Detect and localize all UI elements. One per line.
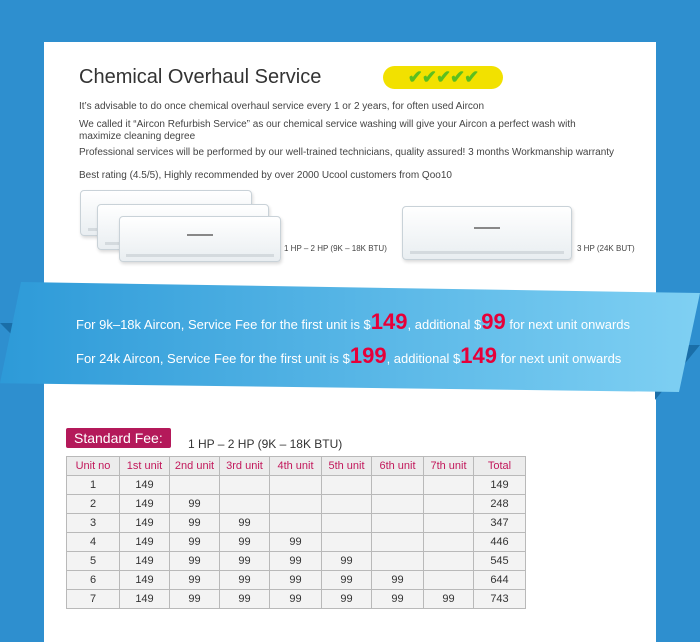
table-cell: 248 [474, 495, 526, 514]
price-line-9k-18k [76, 309, 630, 335]
table-cell: 1 [67, 476, 120, 495]
table-cell: 99 [372, 571, 424, 590]
table-cell [424, 571, 474, 590]
table-cell [270, 476, 322, 495]
table-cell [270, 495, 322, 514]
table-cell: 99 [170, 514, 220, 533]
additional-unit-price: 149 [460, 343, 498, 368]
column-header: Total [474, 457, 526, 476]
price-text: For 24k Aircon, Service Fee for the first unit is $ [76, 351, 350, 366]
table-cell [322, 533, 372, 552]
table-cell [322, 476, 372, 495]
table-cell: 149 [120, 495, 170, 514]
table-cell [424, 495, 474, 514]
price-text: for next unit onwards [497, 351, 622, 366]
table-cell: 644 [474, 571, 526, 590]
table-cell [220, 495, 270, 514]
paragraph-refurbish: We called it “Aircon Refurbish Service” as our chemical service washing will give your Aircon a perfect wash with maximize cleaning degree [79, 119, 576, 142]
table-cell: 545 [474, 552, 526, 571]
table-cell [424, 552, 474, 571]
table-cell: 743 [474, 590, 526, 609]
table-cell: 99 [170, 495, 220, 514]
table-cell: 99 [322, 590, 372, 609]
price-text: for next unit onwards [505, 317, 631, 332]
table-cell: 99 [424, 590, 474, 609]
table-cell: 99 [220, 533, 270, 552]
table-cell: 99 [170, 533, 220, 552]
column-header: 1st unit [120, 457, 170, 476]
column-header: Unit no [67, 457, 120, 476]
table-cell [372, 533, 424, 552]
table-cell: 149 [120, 533, 170, 552]
table-cell: 446 [474, 533, 526, 552]
table-cell [322, 514, 372, 533]
table-row [67, 495, 526, 514]
table-cell: 99 [270, 533, 322, 552]
table-cell: 149 [120, 590, 170, 609]
table-cell [372, 552, 424, 571]
table-cell: 99 [372, 590, 424, 609]
column-header: 2nd unit [170, 457, 220, 476]
table-row [67, 590, 526, 609]
table-cell: 2 [67, 495, 120, 514]
small-aircon-caption: 1 HP – 2 HP (9K – 18K BTU) [284, 244, 387, 253]
fee-table [66, 456, 526, 609]
standard-fee-label: Standard Fee: [66, 428, 171, 448]
table-cell: 99 [270, 571, 322, 590]
table-row [67, 552, 526, 571]
table-cell: 149 [120, 552, 170, 571]
additional-unit-price: 99 [481, 309, 506, 334]
price-text: For 9k–18k Aircon, Service Fee for the first unit is $ [76, 317, 371, 332]
table-cell: 99 [220, 571, 270, 590]
table-cell: 5 [67, 552, 120, 571]
table-cell [372, 476, 424, 495]
table-cell [220, 476, 270, 495]
aircon-unit-image [119, 216, 281, 262]
rating-checks-badge: ✔✔✔✔✔ [383, 66, 503, 89]
table-cell: 99 [170, 571, 220, 590]
table-cell: 99 [220, 514, 270, 533]
table-cell [424, 514, 474, 533]
table-cell [424, 533, 474, 552]
table-cell: 99 [322, 571, 372, 590]
price-text: , additional $ [407, 317, 482, 332]
table-cell: 347 [474, 514, 526, 533]
table-row [67, 533, 526, 552]
paragraph-rating: Best rating (4.5/5), Highly recommended by over 2000 Ucool customers from Qoo10 [79, 170, 452, 181]
table-cell: 7 [67, 590, 120, 609]
table-cell [424, 476, 474, 495]
table-cell: 149 [120, 514, 170, 533]
column-header: 5th unit [322, 457, 372, 476]
table-cell: 99 [270, 590, 322, 609]
first-unit-price: 199 [349, 343, 387, 368]
large-aircon-caption: 3 HP (24K BUT) [577, 244, 635, 253]
price-line-24k [76, 343, 621, 369]
table-cell [372, 514, 424, 533]
paragraph-frequency: It’s advisable to do once chemical overhaul service every 1 or 2 years, for often used Aircon [79, 101, 485, 112]
table-cell: 99 [220, 552, 270, 571]
table-cell: 149 [474, 476, 526, 495]
table-cell: 99 [170, 552, 220, 571]
column-header: 3rd unit [220, 457, 270, 476]
table-cell [372, 495, 424, 514]
column-header: 6th unit [372, 457, 424, 476]
standard-fee-subtitle: 1 HP – 2 HP (9K – 18K BTU) [188, 437, 343, 451]
page-title: Chemical Overhaul Service [79, 66, 322, 88]
table-cell: 149 [120, 476, 170, 495]
table-row [67, 514, 526, 533]
table-cell: 3 [67, 514, 120, 533]
first-unit-price: 149 [370, 309, 408, 334]
table-cell: 99 [270, 552, 322, 571]
table-cell [270, 514, 322, 533]
table-cell: 99 [220, 590, 270, 609]
price-banner [0, 282, 700, 392]
table-cell: 6 [67, 571, 120, 590]
large-aircon-image [402, 206, 572, 260]
table-header-row [67, 457, 526, 476]
column-header: 7th unit [424, 457, 474, 476]
price-text: , additional $ [386, 351, 461, 366]
column-header: 4th unit [270, 457, 322, 476]
paragraph-technicians: Professional services will be performed by our well-trained technicians, quality assured! 3 months Workmanship warranty [79, 147, 615, 158]
table-row [67, 476, 526, 495]
table-cell: 4 [67, 533, 120, 552]
table-cell: 99 [170, 590, 220, 609]
table-row [67, 571, 526, 590]
table-cell [322, 495, 372, 514]
table-cell: 99 [322, 552, 372, 571]
table-cell [170, 476, 220, 495]
table-cell: 149 [120, 571, 170, 590]
